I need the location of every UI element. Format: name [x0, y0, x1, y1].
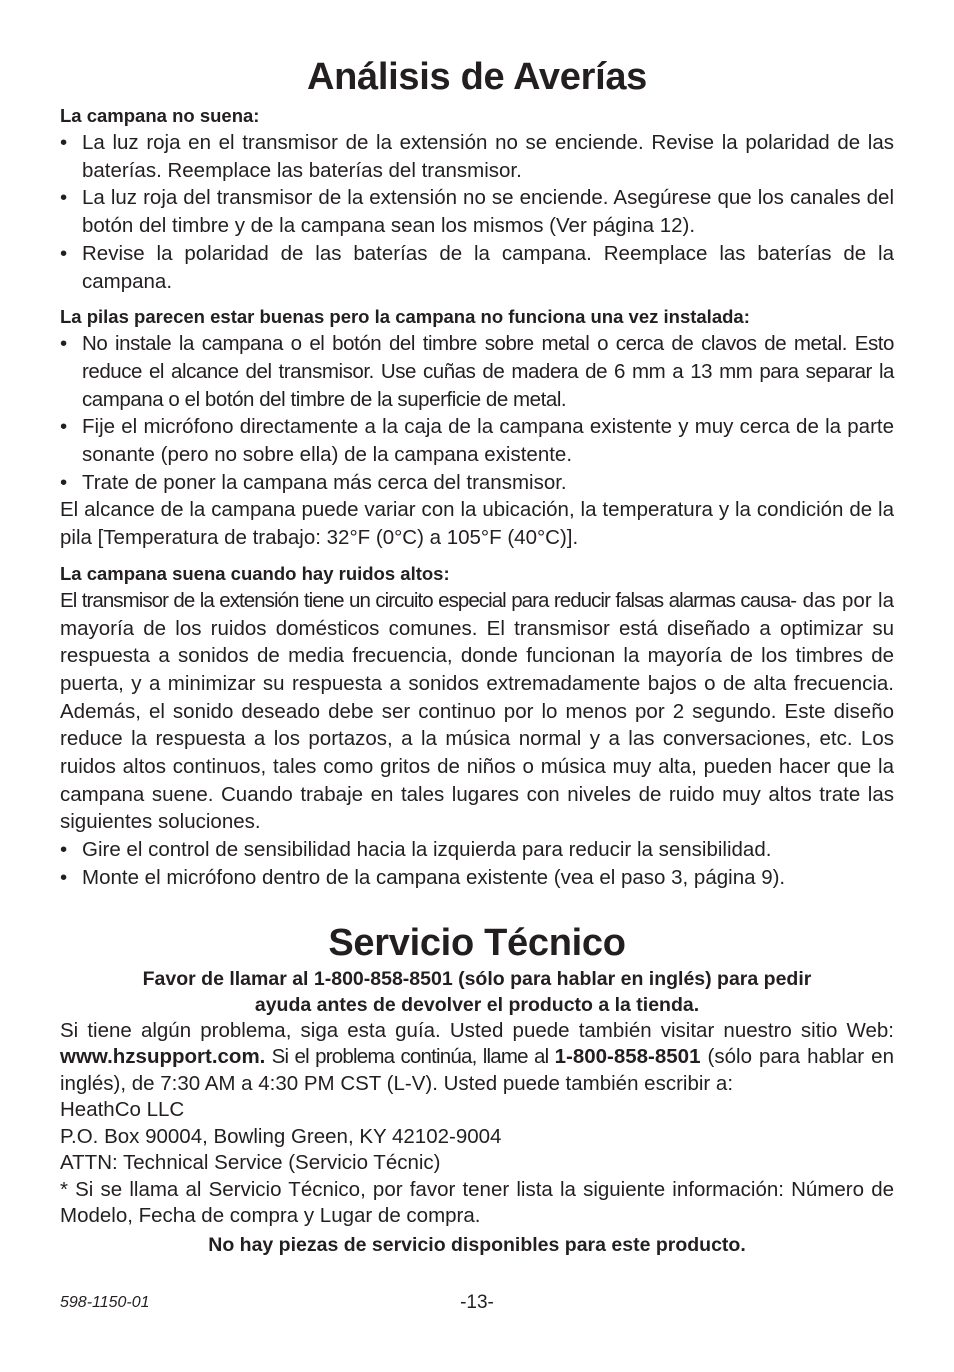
- bullet-icon: •: [60, 186, 68, 210]
- service-notice-line2: ayuda antes de devolver el producto a la tienda.: [254, 993, 700, 1016]
- list-item-text: La luz roja del transmisor de la extensión no se enciende. Asegúrese que los canales del botón del timbre y de la campana sean los mismos (Ver página 12).: [82, 186, 894, 238]
- no-parts-note: No hay piezas de servicio disponibles para este producto.: [208, 1233, 746, 1256]
- range-paragraph: El alcance de la campana puede variar con la ubicación, la temperatura y la condición de la pila [Temperatura de trabajo: 32°F (0°C) a 105°F (40°C)].: [60, 498, 894, 550]
- service-notice-line1: Favor de llamar al 1-800-858-8501 (sólo para hablar en inglés) para pedir: [142, 967, 812, 990]
- list-item: [60, 184, 894, 239]
- list-item-text: Fije el micrófono directamente a la caja de la campana existente y muy cerca de la parte sonante (pero no sobre ella) de la campana existente.: [82, 415, 894, 467]
- bullet-icon: •: [60, 470, 68, 494]
- bullet-list-installed: [60, 330, 894, 496]
- bullet-icon: •: [60, 865, 68, 889]
- bullet-icon: •: [60, 838, 68, 862]
- list-item: [60, 469, 894, 497]
- service-paragraph: [60, 1018, 894, 1098]
- service-title: Servicio Técnico: [328, 921, 626, 964]
- noise-paragraph: [60, 587, 894, 836]
- bullet-icon: •: [60, 131, 68, 154]
- list-item-text: La luz roja en el transmisor de la extensión no se enciende. Revise la polaridad de las baterías. Reemplace las baterías del transmisor.: [82, 131, 894, 182]
- page-footer: [60, 1292, 894, 1318]
- address-company: HeathCo LLC: [60, 1098, 185, 1122]
- list-item-text: Gire el control de sensibilidad hacia la izquierda para reducir la sensibilidad.: [82, 838, 772, 862]
- service-text-a: Si tiene algún problema, siga esta guía. Usted puede también visitar nuestro sitio Web:: [60, 1018, 894, 1042]
- noise-paragraph-line1: El transmisor de la extensión tiene un circuito especial para reducir falsas alarmas causa-: [60, 588, 797, 612]
- bullet-icon: •: [60, 415, 68, 439]
- noise-paragraph-rest: das por la mayoría de los ruidos domésticos comunes. El transmisor está diseñado a optimizar su respuesta a sonidos de media frecuencia, donde funcionan la mayoría de los timbres de puerta, y a minimizar su respuesta a sonidos extremadamente bajos o de alta frecuencia. Además, el sonido deseado debe ser continuo por lo menos por 2 segundo. Este diseño reduce la respuesta a los portazos, a la música normal y a las conversaciones, etc. Los ruidos altos continuos, tales como gritos de niños o música muy alta, pueden hacer que la campana suene. Cuando trabaje en tales lugares con niveles de ruido muy altos trate las siguientes soluciones.: [60, 588, 895, 834]
- bullet-icon: •: [60, 241, 68, 265]
- info-note: * Si se llama al Servicio Técnico, por favor tener lista la siguiente información: Número de Modelo, Fecha de compra y Lugar de compra.: [60, 1177, 894, 1228]
- service-text-b: Si el problema continúa, llame al: [265, 1045, 555, 1069]
- list-item-text: Monte el micrófono dentro de la campana existente (vea el paso 3, página 9).: [82, 865, 786, 889]
- list-item-text: Revise la polaridad de las baterías de la campana. Reemplace las baterías de la campana.: [82, 241, 894, 293]
- heading-batteries-ok: La pilas parecen estar buenas pero la campana no funciona una vez instalada:: [60, 306, 750, 328]
- document-number: 598-1150-01: [60, 1294, 150, 1311]
- troubleshooting-title: Análisis de Averías: [307, 56, 647, 98]
- heading-loud-noise: La campana suena cuando hay ruidos altos:: [60, 562, 450, 584]
- heading-no-sound: La campana no suena:: [60, 105, 260, 126]
- bullet-icon: •: [60, 332, 67, 356]
- address-po-box: P.O. Box 90004, Bowling Green, KY 42102-9004: [60, 1124, 502, 1148]
- list-item-text: No instale la campana o el botón del timbre sobre metal o cerca de clavos de metal. Esto reduce el alcance del transmisor. Use cuñas de madera de 6 mm a 13 mm para separar la campana o el botón del timbre de la superficie de metal.: [82, 332, 894, 411]
- list-item: [60, 330, 894, 413]
- phone-number: 1-800-858-8501: [554, 1045, 701, 1069]
- list-item: [60, 129, 894, 184]
- list-item: [60, 836, 894, 864]
- website-link[interactable]: www.hzsupport.com.: [60, 1045, 266, 1069]
- bullet-list-solutions: [60, 836, 894, 891]
- list-item: [60, 240, 894, 295]
- list-item: [60, 413, 894, 468]
- address-attn: ATTN: Technical Service (Servicio Técnic): [60, 1151, 441, 1175]
- bullet-list-no-sound: [60, 129, 894, 295]
- document-page: [60, 52, 894, 1258]
- list-item-text: Trate de poner la campana más cerca del transmisor.: [82, 470, 567, 494]
- page-number: -13-: [460, 1292, 494, 1313]
- list-item: [60, 864, 894, 892]
- service-text-c: (sólo para hablar en inglés), de 7:30 AM a 4:30 PM CST (L-V). Usted puede también escribir a:: [60, 1045, 894, 1095]
